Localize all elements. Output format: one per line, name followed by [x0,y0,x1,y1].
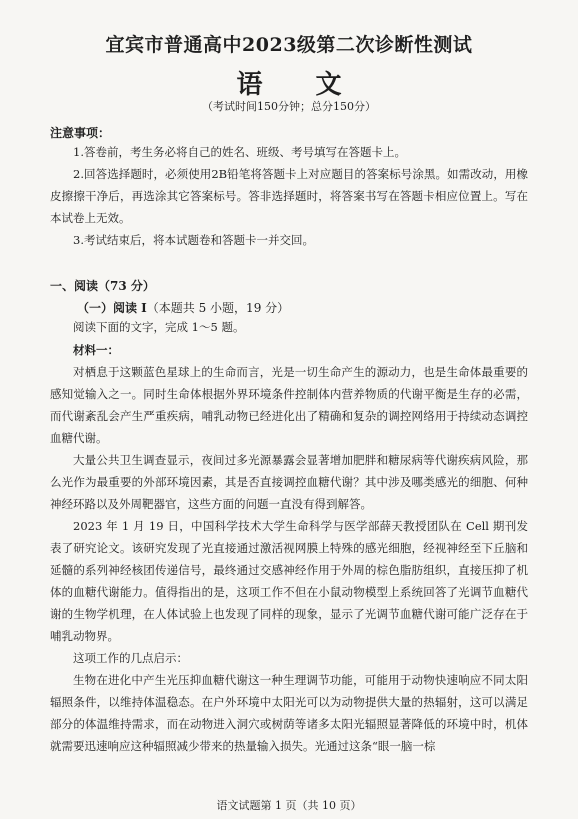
paragraph-4: 这项工作的几点启示： [73,651,188,665]
page-footer: 语文试题第 1 页（共 10 页） [216,799,362,812]
subject-title: 语 文 [236,70,364,100]
exam-title: 宜宾市普通高中2023级第二次诊断性测试 [105,34,473,56]
reading-instruction: 阅读下面的文字，完成 1～5 题。 [73,320,245,334]
reading-subheading [77,299,289,316]
paragraph-3: 2023 年 1 月 19 日，中国科学技术大学生命科学与医学部薛天教授团队在 Cell 期刊发表了研究论文。该研究发现了光直接通过激活视网膜上特殊的感光细胞，经视神经至下丘脑和延髓的系列神经核团传递信号，最终通过交感神经作用于外周的棕色脂肪组织，直接压抑了机体的血糖代谢能力。值得指出的是，这项工作不但在小鼠动物模型上系统回答了光调节血糖代谢的生物学机理，在人体试验上也发现了同样的现象，显示了光调节血糖代谢可能广泛存在于哺乳动物界。 [50,519,528,643]
paragraph-5: 生物在进化中产生光压抑血糖代谢这一种生理调节功能，可能用于动物快速响应不同太阳辐照条件，以维持体温稳态。在户外环境中太阳光可以为动物提供大量的热辐射，这可以满足部分的体温维持需求，而在动物进入洞穴或树荫等诸多太阳光辐照显著降低的环境中时，机体就需要迅速响应这种辐照减少带来的热量输入损失。光通过这条“眼一脑一棕 [50,673,528,753]
section-heading: 一、阅读（73 分） [50,279,155,293]
paragraph-2: 大量公共卫生调查显示，夜间过多光源暴露会显著增加肥胖和糖尿病等代谢疾病风险，那么光作为最重要的外部环境因素，其是否直接调控血糖代谢？其中涉及哪类感光的细胞、何种神经环路以及外周靶器官，这些方面的问题一直没有得到解答。 [50,453,528,511]
material-label: 材料一： [73,343,119,357]
notice-item-2: 2.回答选择题时，必须使用2B铅笔将答题卡上对应题目的答案标号涂黑。如需改动，用橡皮擦擦干净后，再选涂其它答案标号。答非选择题时，将答案书写在答题卡相应位置上。写在本试卷上无效。 [50,167,528,225]
notice-heading: 注意事项： [50,126,111,140]
reading-subheading-note: （本题共 5 小题，19 分） [146,301,290,315]
notice-item-1: 1.答卷前，考生务必将自己的姓名、班级、考号填写在答题卡上。 [73,145,406,159]
reading-subheading-label: （一）阅读 I [77,301,147,315]
paragraph-1: 对栖息于这颗蓝色星球上的生命而言，光是一切生命产生的源动力，也是生命体最重要的感知觉输入之一。同时生命体根据外界环境条件控制体内营养物质的代谢平衡是生存的必需，而代谢紊乱会产生严重疾病，哺乳动物已经进化出了精确和复杂的调控网络用于持续动态调控血糖代谢。 [50,365,528,445]
notice-item-3: 3.考试结束后，将本试题卷和答题卡一并交回。 [73,233,314,247]
exam-info: （考试时间150分钟；总分150分） [202,100,376,113]
